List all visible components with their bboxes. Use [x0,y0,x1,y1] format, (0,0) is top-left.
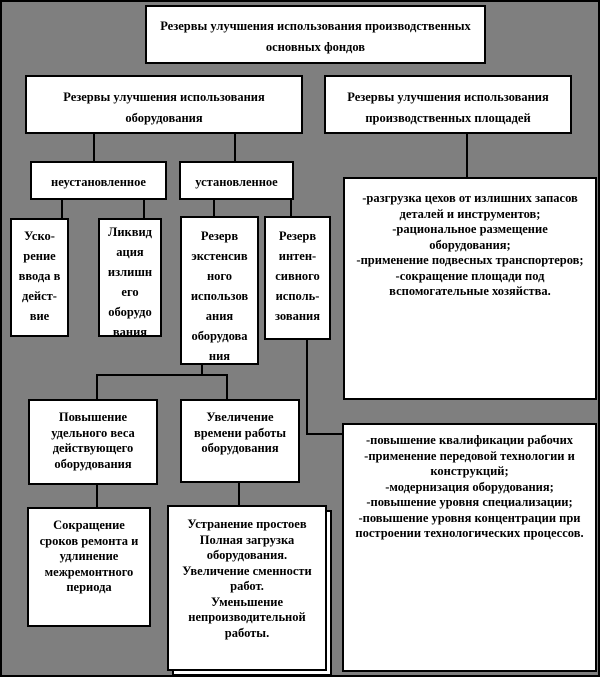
connector-line [306,340,308,435]
connector-line [290,199,292,216]
node-commissioning-acceleration: Уско- рение ввода в дейст- вие [10,218,69,337]
node-area-reserves: Резервы улучшения использования производственных площадей [324,75,572,134]
connector-line [143,199,145,218]
connector-line [226,374,228,399]
connector-line [466,134,468,177]
connector-line [61,199,63,218]
node-downtime-elimination: Устранение простоев Полная загрузка оборудования. Увеличение сменности работ. Уменьшение непроизводительной работы. [167,505,327,671]
node-area-measures-list: -разгрузка цехов от излишних запасов деталей и инструментов; -рациональное размещение оборудования; -применение подвесных транспортеров; -сокращение площади под вспомогательные хозяйства. [343,177,597,400]
node-excess-liquidation: Ликвид ация излишн его оборудо вания [98,218,162,337]
node-installed: установленное [179,161,294,200]
node-root-reserves: Резервы улучшения использования производственных основных фондов [145,5,486,64]
connector-line [213,199,215,216]
node-repair-reduction: Сокращение сроков ремонта и удлинение межремонтного периода [27,507,151,627]
node-equipment-reserves: Резервы улучшения использования оборудования [25,75,303,134]
node-intensive-reserve: Резерв интен- сивного исполь- зования [264,216,331,340]
connector-line [96,485,98,507]
node-not-installed: неустановленное [30,161,167,200]
node-extensive-reserve: Резерв экстенсив ного использов ания оборудова ния [180,216,259,365]
node-operating-time-increase: Увеличение времени работы оборудования [180,399,300,483]
connector-line [238,483,240,505]
node-share-increase: Повышение удельного веса действующего оборудования [28,399,158,485]
connector-line [234,134,236,161]
connector-line [96,374,228,376]
connector-line [306,433,344,435]
connector-line [96,374,98,399]
node-intensive-measures-list: -повышение квалификации рабочих -применение передовой технологии и конструкций; -модернизация оборудования; -повышение уровня специализации; -повышение уровня концентрации при построении технологических процессов. [342,423,597,672]
connector-line [93,134,95,161]
